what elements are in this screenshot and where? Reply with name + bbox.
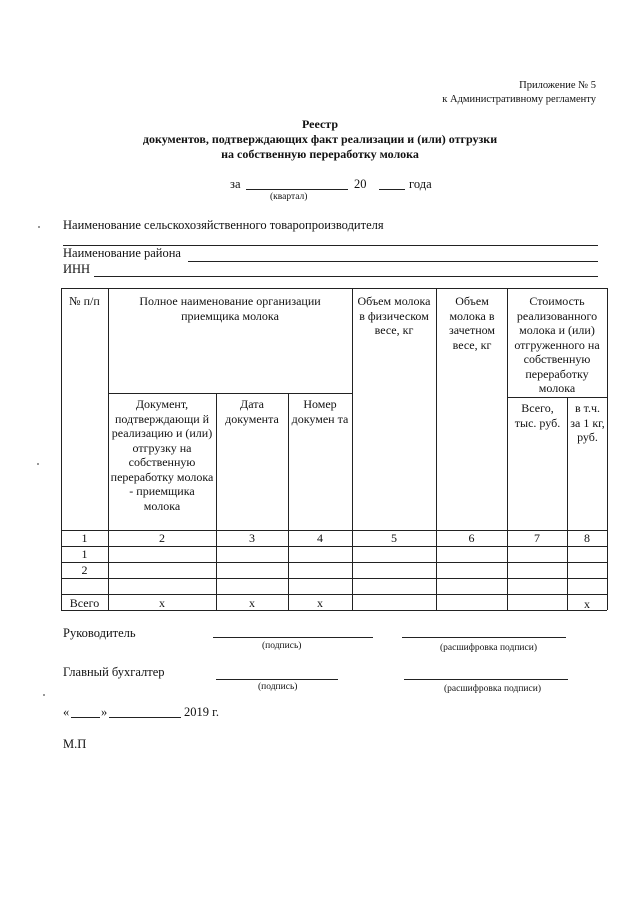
col-number-3: 3 [249, 531, 255, 545]
col-number-2: 2 [159, 531, 165, 545]
table-grid-line [61, 594, 607, 595]
period-prefix: за [230, 177, 241, 191]
header-credit-weight: Объем молока в зачетном весе, кг [449, 294, 495, 352]
total-mark: х [159, 596, 165, 610]
date-open-quote: « [63, 705, 70, 719]
table-grid-line [61, 546, 607, 547]
table-border-top [61, 288, 607, 289]
year-prefix: 20 [354, 177, 367, 191]
inn-label: ИНН [63, 262, 91, 276]
col-number-8: 8 [584, 531, 590, 545]
header-physical-weight: Объем молока в физическом весе, кг [357, 294, 431, 337]
table-grid-line [61, 562, 607, 563]
head-sign-hint: (подпись) [262, 641, 302, 651]
header-organization: Полное наименование организации приемщика молока [139, 294, 321, 323]
date-close-quote: » [101, 705, 108, 719]
table-grid-line [436, 288, 437, 610]
col-number-1: 1 [81, 531, 88, 545]
table-grid-line [108, 288, 109, 610]
col-number-6: 6 [468, 531, 475, 545]
accountant-decode-hint: (расшифровка подписи) [444, 684, 541, 694]
total-mark: х [317, 596, 323, 610]
table-row-number: 2 [81, 563, 88, 577]
head-label: Руководитель [63, 626, 136, 640]
title-line-2: документов, подтверждающих факт реализации и (или) отгрузки [142, 132, 498, 146]
table-border-left [61, 288, 62, 610]
date-month-field[interactable] [109, 717, 181, 718]
header-date: Дата документа [225, 397, 279, 426]
table-grid-line [216, 393, 217, 610]
total-mark: х [249, 596, 255, 610]
producer-label: Наименование сельскохозяйственного товаропроизводителя [63, 218, 384, 232]
table-grid-line [507, 397, 607, 398]
accountant-sign-hint: (подпись) [258, 682, 298, 692]
table-grid-line [352, 288, 353, 610]
title-line-1: Реестр [301, 117, 338, 131]
accountant-decode-field[interactable] [404, 679, 568, 680]
header-document: Документ, подтверждающи й реализацию и (или) отгрузку на собственную переработку молока - приемщика молока [110, 397, 214, 513]
title-line-3: на собственную переработку молока [221, 147, 419, 161]
district-label: Наименование района [63, 246, 181, 260]
stamp-place: М.П [63, 737, 87, 751]
appendix-line-1: Приложение № 5 [519, 80, 596, 91]
table-row-number: 1 [81, 547, 88, 561]
table-grid-line [61, 578, 607, 579]
appendix-line-2: к Административному регламенту [442, 94, 596, 105]
head-decode-hint: (расшифровка подписи) [440, 643, 537, 653]
total-row-label: Всего [69, 596, 100, 610]
col-number-4: 4 [317, 531, 323, 545]
col-number-5: 5 [391, 531, 397, 545]
col-number-7: 7 [534, 531, 540, 545]
accountant-label: Главный бухгалтер [63, 665, 165, 679]
header-doc-number: Номер докумен та [291, 397, 349, 426]
header-num: № п/п [69, 294, 100, 308]
total-mark: х [584, 597, 590, 611]
year-suffix: года [409, 177, 432, 191]
accountant-signature-field[interactable] [216, 679, 338, 680]
table-grid-line [567, 397, 568, 610]
header-total-thousand: Всего, тыс. руб. [514, 401, 561, 430]
date-day-field[interactable] [71, 717, 100, 718]
head-signature-field[interactable] [213, 637, 373, 638]
quarter-hint: (квартал) [270, 192, 308, 202]
table-grid-line [108, 393, 352, 394]
header-cost: Стоимость реализованного молока и (или) отгруженного на собственную переработку молока [514, 294, 600, 395]
table-border-right [607, 288, 608, 610]
table-grid-line [507, 288, 508, 610]
table-grid-line [288, 393, 289, 610]
date-year: 2019 г. [184, 705, 219, 719]
header-per-kg: в т.ч. за 1 кг, руб. [570, 401, 605, 444]
head-decode-field[interactable] [402, 637, 566, 638]
